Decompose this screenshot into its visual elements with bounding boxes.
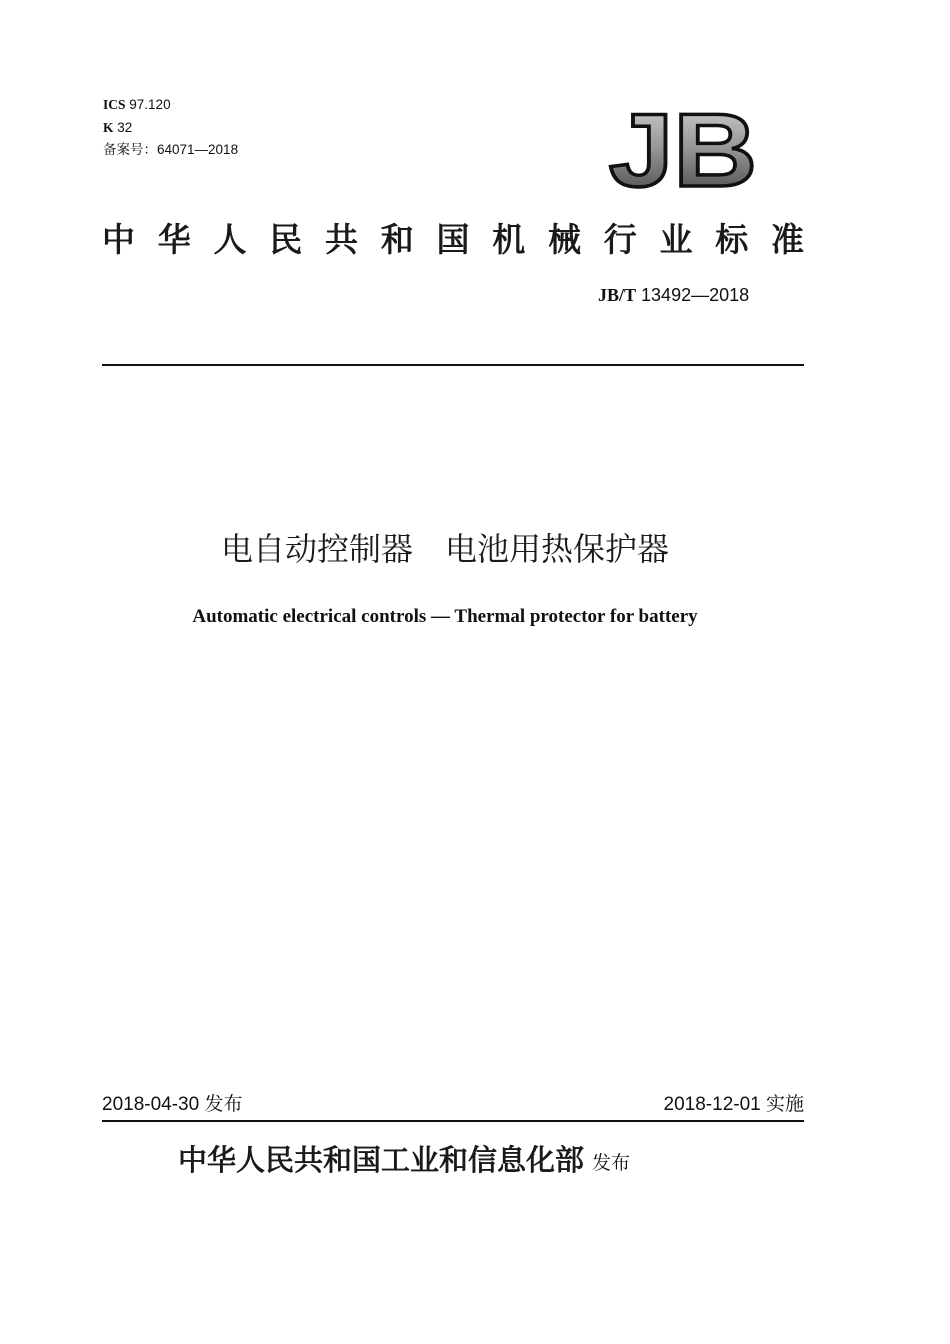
jb-logo-text: JB (609, 100, 757, 200)
ics-label: ICS (103, 97, 126, 112)
header-divider (102, 364, 804, 366)
issue-date: 2018-04-30 发布 (102, 1094, 243, 1115)
record-label: 备案号： (103, 142, 157, 157)
standard-code-prefix: JB/T (598, 285, 637, 305)
document-metadata (103, 94, 238, 162)
jb-logo (600, 100, 770, 200)
title-english: Automatic electrical controls — Thermal protector for battery (192, 606, 698, 627)
title-chinese: 电自动控制器 电池用热保护器 (220, 530, 669, 568)
footer-divider (102, 1120, 804, 1122)
publisher (178, 1140, 630, 1183)
implementation-date: 2018-12-01 实施 (663, 1094, 804, 1115)
classification-value: 32 (117, 119, 133, 135)
ics-value: 97.120 (129, 97, 171, 112)
industry-standard-heading: 中华人民共和国机械行业标准 (102, 220, 804, 259)
standard-code-number: 13492—2018 (641, 285, 750, 305)
publisher-suffix: 发布 (592, 1152, 631, 1174)
ics-line (103, 94, 238, 117)
record-value: 64071—2018 (157, 142, 239, 157)
standard-code (598, 283, 749, 307)
classification-line (103, 117, 238, 140)
record-line (103, 139, 238, 162)
classification-label: K (103, 119, 114, 135)
publisher-organization: 中华人民共和国工业和信息化部 (178, 1143, 585, 1177)
